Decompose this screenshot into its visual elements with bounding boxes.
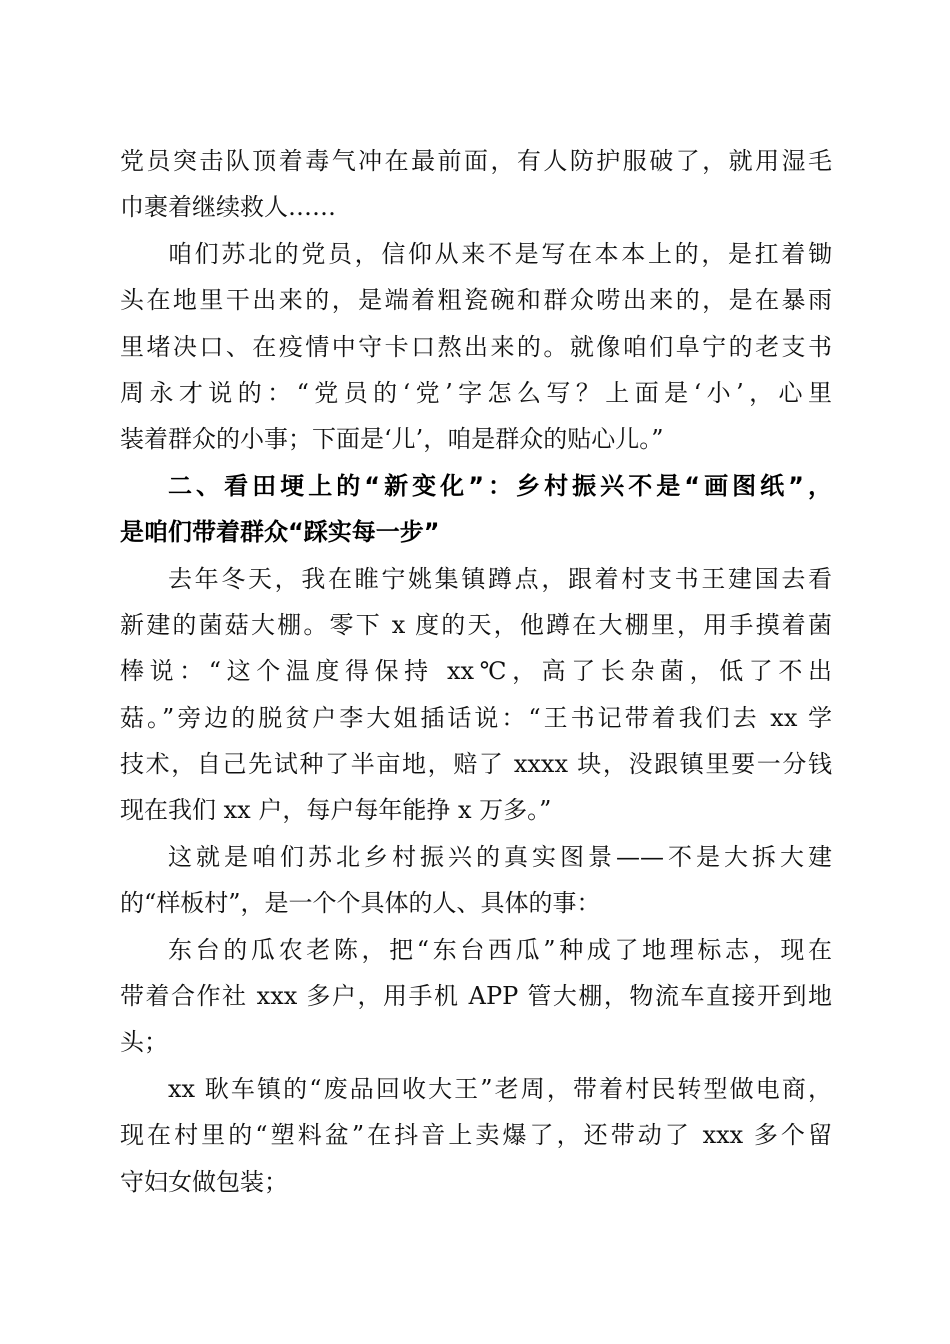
text-line: 咱们苏北的党员，信仰从来不是写在本本上的，是扛着锄: [168, 239, 832, 268]
text-line: 东台的瓜农老陈，把“东台西瓜”种成了地理标志，现在: [168, 935, 832, 964]
text-line: 头在地里干出来的，是端着粗瓷碗和群众唠出来的，是在暴雨: [120, 286, 832, 315]
text-line: 菇。”旁边的脱贫户李大姐插话说：“王书记带着我们去 xx 学: [120, 703, 832, 732]
text-line: 技术，自己先试种了半亩地，赔了 xxxx 块，没跟镇里要一分钱: [120, 750, 832, 779]
document-body: [120, 138, 832, 1205]
paragraph: [120, 927, 832, 1066]
text-line: 头；: [120, 1028, 168, 1057]
text-line: 装着群众的小事；下面是‘儿’，咱是群众的贴心儿。”: [120, 425, 664, 454]
text-line: 党员突击队顶着毒气冲在最前面，有人防护服破了，就用湿毛: [120, 147, 832, 175]
text-line: 棒说：“这个温度得保持 xx℃，高了长杂菌，低了不出: [120, 657, 832, 686]
text-line: 巾裹着继续救人……: [120, 193, 336, 222]
paragraph: [120, 556, 832, 834]
text-line: 的“样板村”，是一个个具体的人、具体的事：: [120, 889, 601, 918]
text-line: 去年冬天，我在睢宁姚集镇蹲点，跟着村支书王建国去看: [168, 564, 832, 593]
paragraph: [120, 834, 832, 927]
text-line: 守妇女做包装；: [120, 1167, 288, 1196]
heading-line: 是咱们带着群众“踩实每一步”: [120, 518, 440, 547]
paragraph-continuation: [120, 138, 832, 231]
text-line: xx 耿车镇的“废品回收大王”老周，带着村民转型做电商，: [168, 1074, 832, 1103]
text-line: 周永才说的：“党员的‘党’字怎么写？上面是‘小’，心里: [120, 378, 832, 407]
section-heading: [120, 463, 832, 556]
text-line: 里堵决口、在疫情中守卡口熬出来的。就像咱们阜宁的老支书: [120, 332, 832, 361]
paragraph: [120, 231, 832, 463]
paragraph: [120, 1066, 832, 1205]
text-line: 现在我们 xx 户，每户每年能挣 x 万多。”: [120, 796, 552, 825]
text-line: 现在村里的“塑料盆”在抖音上卖爆了，还带动了 xxx 多个留: [120, 1121, 832, 1150]
text-line: 带着合作社 xxx 多户，用手机 APP 管大棚，物流车直接开到地: [120, 982, 832, 1011]
text-line: 这就是咱们苏北乡村振兴的真实图景——不是大拆大建: [168, 842, 832, 871]
heading-line: 二、看田埂上的“新变化”：乡村振兴不是“画图纸”，: [168, 471, 832, 500]
text-line: 新建的菌菇大棚。零下 x 度的天，他蹲在大棚里，用手摸着菌: [120, 610, 832, 639]
